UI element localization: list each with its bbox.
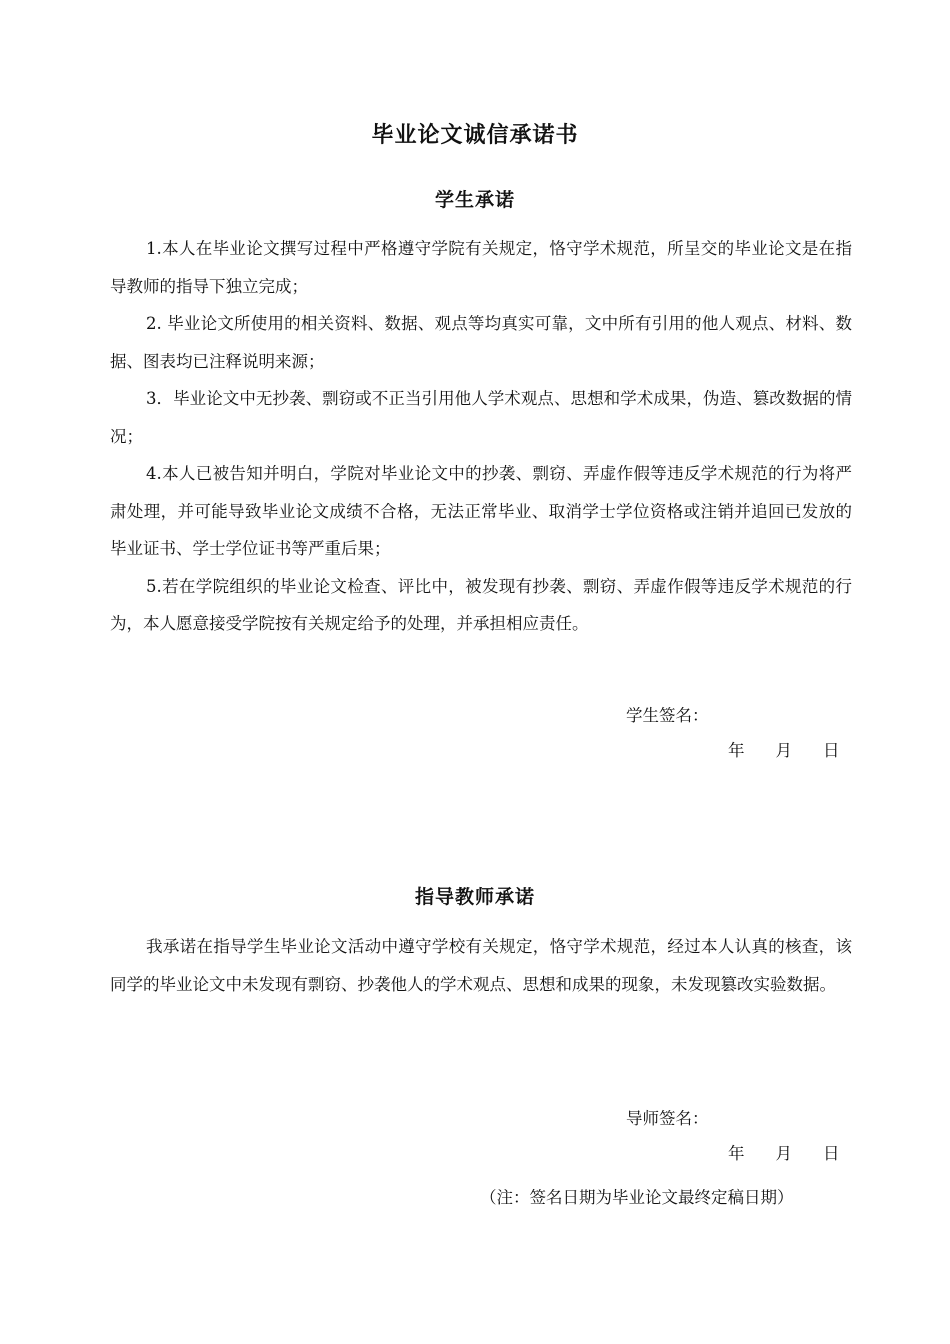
date-year-label: 年 bbox=[728, 741, 745, 760]
date-day-label: 日 bbox=[823, 1144, 840, 1163]
advisor-statement-text: 我承诺在指导学生毕业论文活动中遵守学校有关规定，恪守学术规范，经过本人认真的核查，该同学的毕业论文中未发现有剽窃、抄袭他人的学术观点、思想和成果的现象，未发现篡改实验数据。 bbox=[110, 937, 852, 994]
advisor-date-line bbox=[728, 1140, 840, 1164]
pledge-clause-1: 1.本人在毕业论文撰写过程中严格遵守学院有关规定，恪守学术规范，所呈交的毕业论文是在指导教师的指导下独立完成； bbox=[110, 239, 852, 296]
pledge-clause-4: 4.本人已被告知并明白，学院对毕业论文中的抄袭、剽窃、弄虚作假等违反学术规范的行为将严肃处理，并可能导致毕业论文成绩不合格，无法正常毕业、取消学士学位资格或注销并追回已发放的毕业证书、学士学位证书等严重后果； bbox=[110, 464, 852, 558]
date-month-label: 月 bbox=[775, 1144, 792, 1163]
date-month-label: 月 bbox=[775, 741, 792, 760]
pledge-clause-3: 3．毕业论文中无抄袭、剽窃或不正当引用他人学术观点、思想和学术成果，伪造、篡改数据的情况； bbox=[110, 389, 852, 446]
student-pledge-clauses bbox=[110, 230, 852, 643]
pledge-clause-2: 2. 毕业论文所使用的相关资料、数据、观点等均真实可靠，文中所有引用的他人观点、材料、数据、图表均已注释说明来源； bbox=[110, 314, 852, 371]
advisor-pledge-statement bbox=[110, 928, 852, 1003]
date-day-label: 日 bbox=[823, 741, 840, 760]
advisor-pledge-heading: 指导教师承诺 bbox=[414, 886, 535, 908]
student-pledge-heading: 学生承诺 bbox=[434, 189, 515, 211]
document-title: 毕业论文诚信承诺书 bbox=[371, 123, 579, 148]
date-year-label: 年 bbox=[728, 1144, 745, 1163]
advisor-signature-label: 导师签名： bbox=[626, 1109, 709, 1128]
pledge-clause-5: 5.若在学院组织的毕业论文检查、评比中，被发现有抄袭、剽窃、弄虚作假等违反学术规范的行为，本人愿意接受学院按有关规定给予的处理，并承担相应责任。 bbox=[110, 576, 852, 633]
signature-date-note: （注：签名日期为毕业论文最终定稿日期） bbox=[480, 1188, 794, 1207]
student-date-line bbox=[728, 737, 840, 761]
student-signature-label: 学生签名： bbox=[626, 706, 709, 725]
